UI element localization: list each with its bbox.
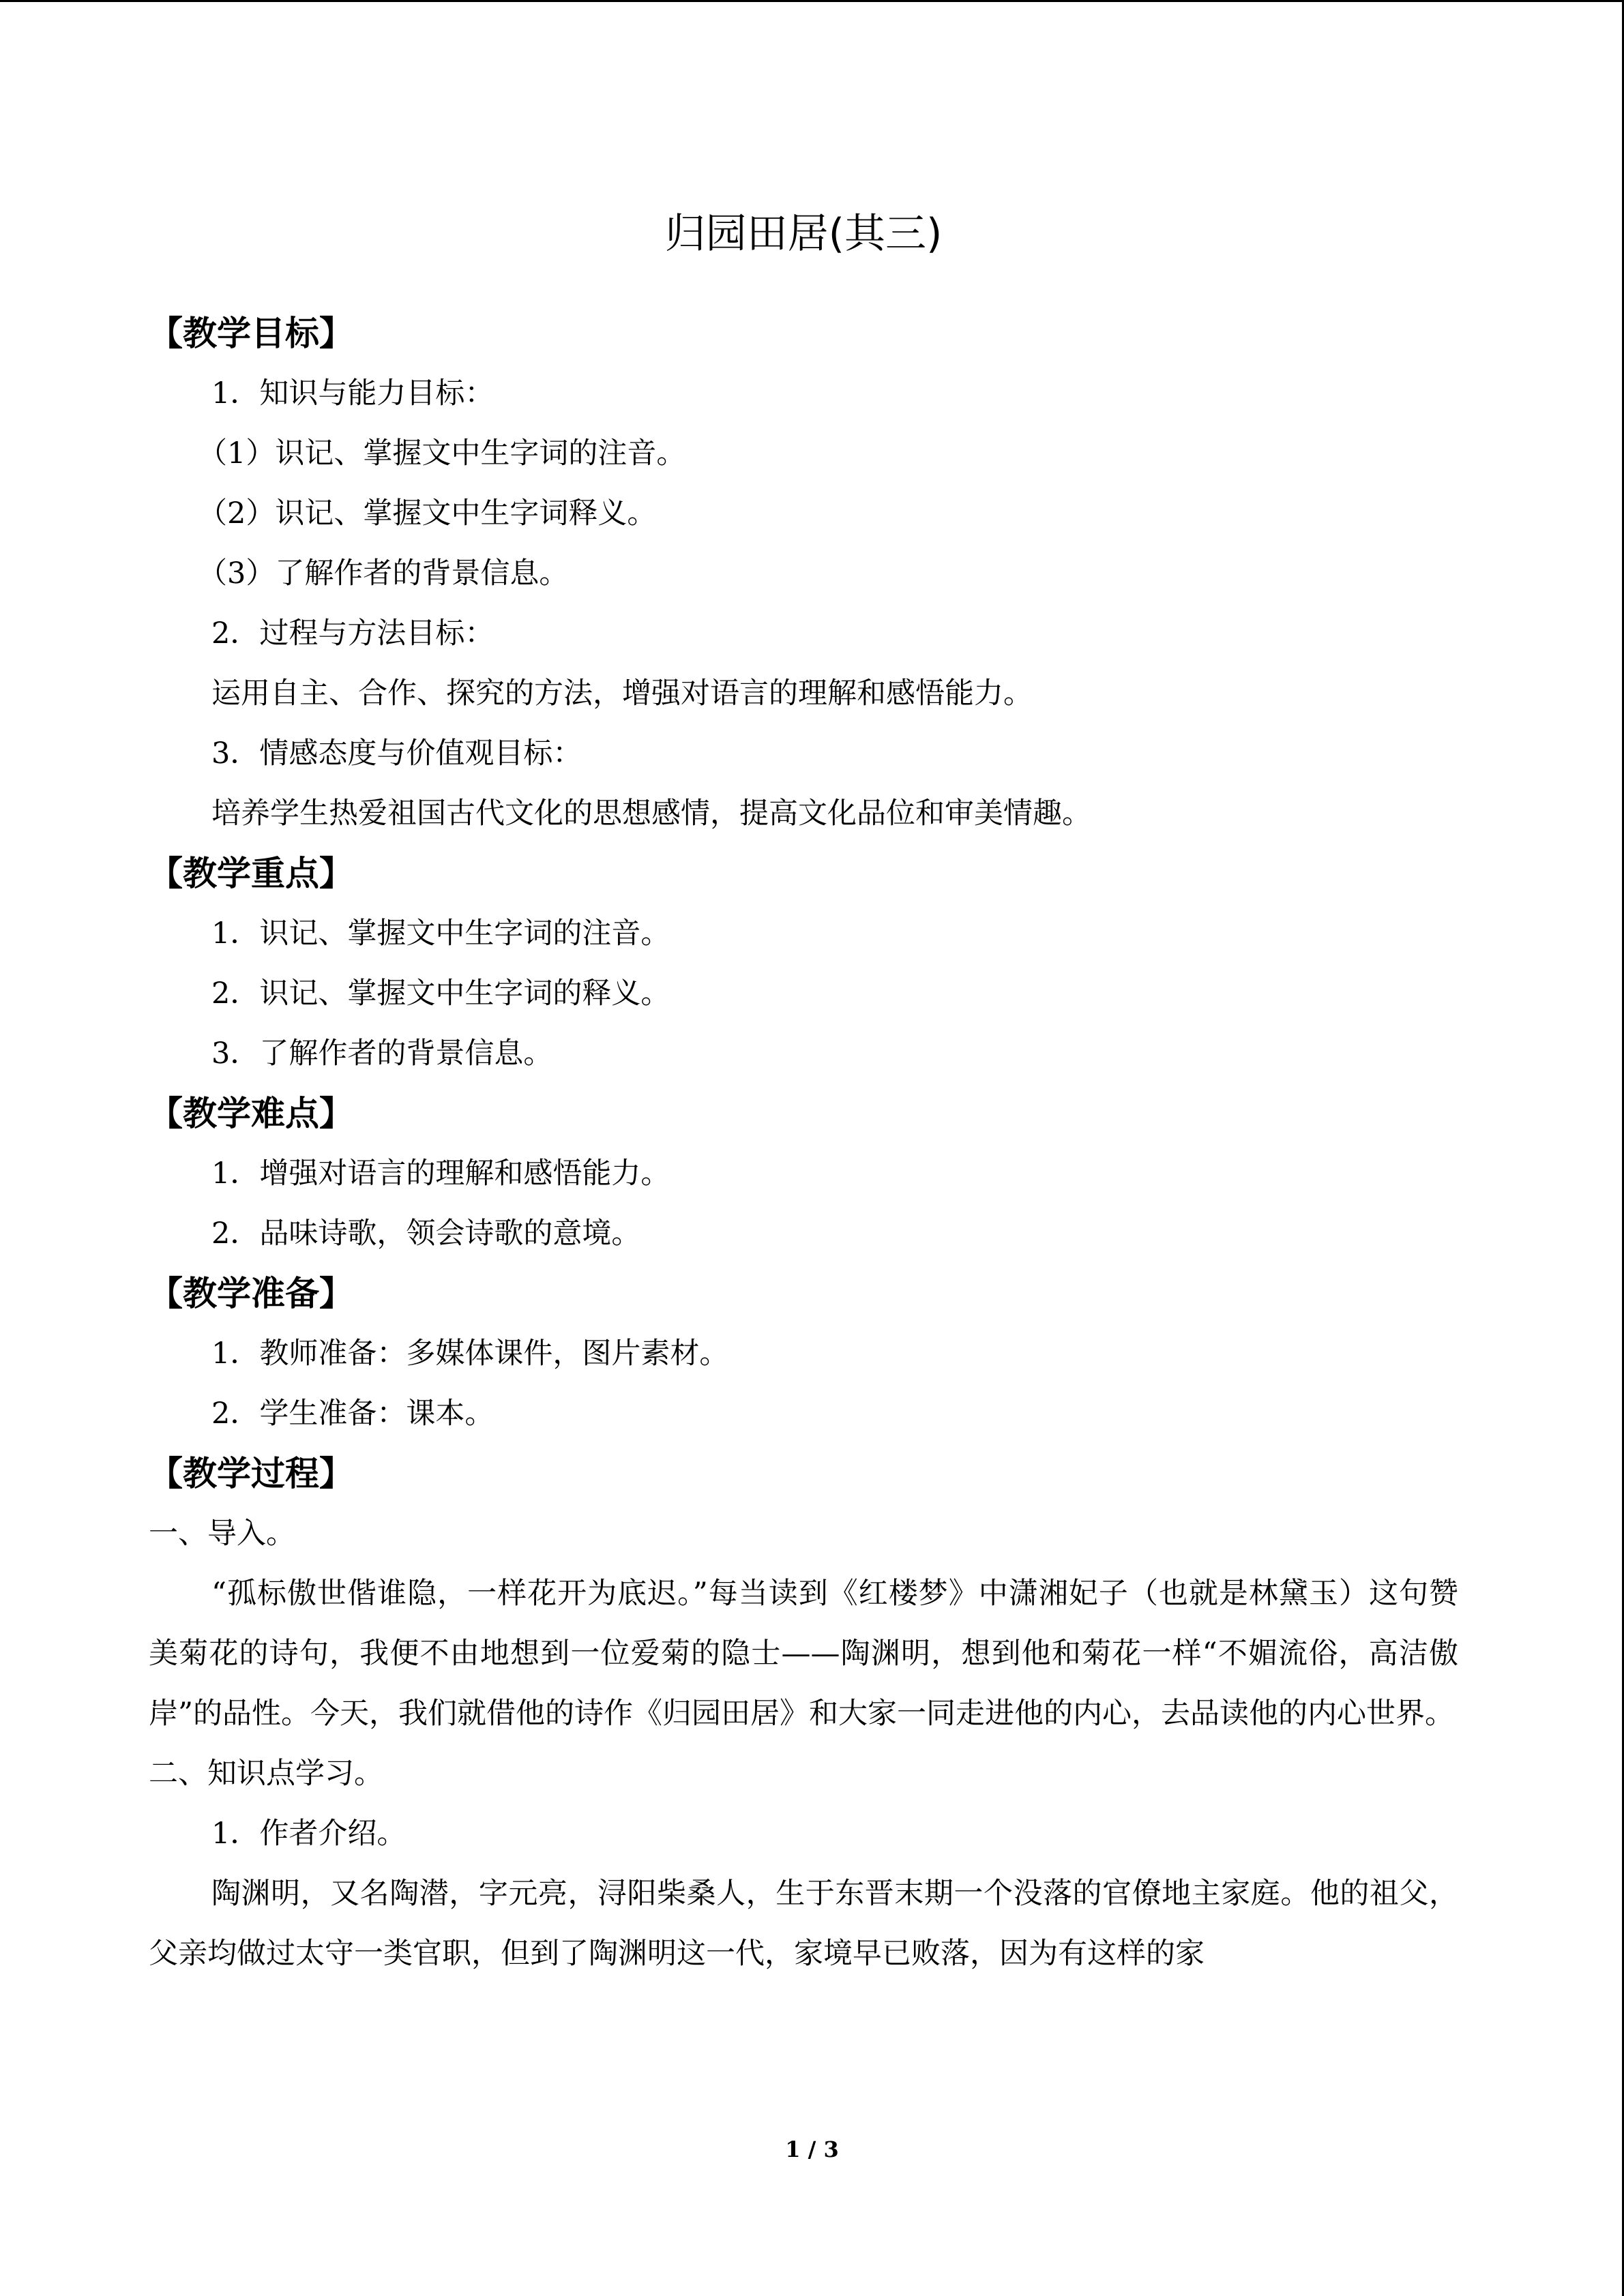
preparation-item: 1．教师准备：多媒体课件，图片素材。 <box>211 1337 729 1371</box>
process-intro-title: 一、导入。 <box>149 1517 295 1551</box>
process-intro-paragraph: “孤标傲世偕谁隐，一样花开为底迟。”每当读到《红楼梦》中潇湘妃子（也就是林黛玉）这句赞美菊花的诗句，我便不由地想到一位爱菊的隐士——陶渊明，想到他和菊花一样“不媚流俗，高洁傲岸”的品性。今天，我们就借他的诗作《归园田居》和大家一同走进他的内心，去品读他的内心世界。 <box>149 1577 1458 1731</box>
objective-process-title: 2．过程与方法目标： <box>211 616 494 651</box>
key-point-item: 2．识记、掌握文中生字词的释义。 <box>211 976 670 1011</box>
objective-knowledge-item: （3）了解作者的背景信息。 <box>198 556 569 591</box>
section-heading-key-points: 【教学重点】 <box>149 854 353 893</box>
author-intro-title: 1．作者介绍。 <box>211 1817 407 1851</box>
objective-process-text: 运用自主、合作、探究的方法，增强对语言的理解和感悟能力。 <box>211 676 1033 711</box>
page-title: 归园田居(其三) <box>664 210 943 258</box>
author-intro-paragraph: 陶渊明，又名陶潜，字元亮，浔阳柴桑人，生于东晋末期一个没落的官僚地主家庭。他的祖父，父亲均做过太守一类官职，但到了陶渊明这一代，家境早已败落，因为有这样的家 <box>149 1877 1458 1971</box>
objective-emotion-text: 培养学生热爱祖国古代文化的思想感情，提高文化品位和审美情趣。 <box>211 796 1091 831</box>
section-heading-objectives: 【教学目标】 <box>149 314 353 353</box>
section-heading-process: 【教学过程】 <box>149 1454 353 1493</box>
process-study-title: 二、知识点学习。 <box>149 1757 383 1791</box>
preparation-item: 2．学生准备：课本。 <box>211 1397 494 1431</box>
document-content <box>149 207 1458 1984</box>
objective-knowledge-item: （2）识记、掌握文中生字词释义。 <box>198 496 657 531</box>
objective-emotion-title: 3．情感态度与价值观目标： <box>211 736 582 771</box>
key-point-item: 1．识记、掌握文中生字词的注音。 <box>211 916 670 951</box>
difficulty-item: 2．品味诗歌，领会诗歌的意境。 <box>211 1217 641 1251</box>
difficulty-item: 1．增强对语言的理解和感悟能力。 <box>211 1157 670 1191</box>
objective-knowledge-item: （1）识记、掌握文中生字词的注音。 <box>198 436 686 471</box>
key-point-item: 3．了解作者的背景信息。 <box>211 1037 553 1071</box>
objective-knowledge-title: 1．知识与能力目标： <box>211 376 494 411</box>
section-heading-preparation: 【教学准备】 <box>149 1274 353 1313</box>
page-number: 1 / 3 <box>785 2136 839 2162</box>
section-heading-difficulties: 【教学难点】 <box>149 1094 353 1133</box>
